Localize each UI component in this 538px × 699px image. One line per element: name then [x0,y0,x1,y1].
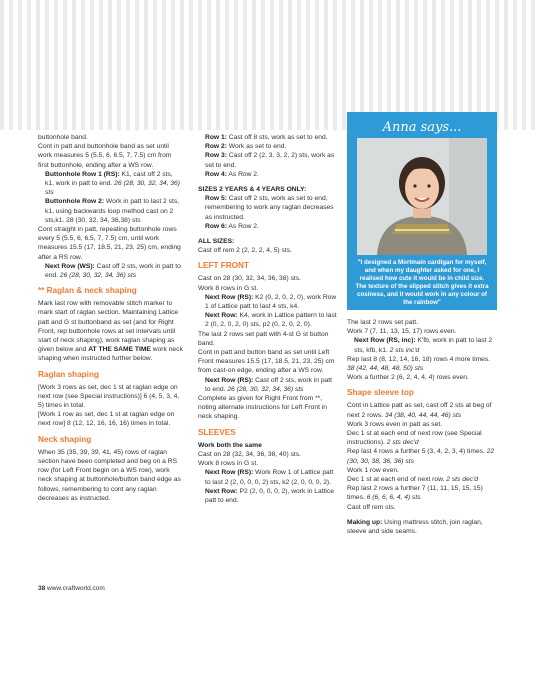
portrait-illustration [357,138,487,255]
column-2 [198,133,338,505]
paragraph: Cast on 28 (32, 34, 36, 38, 40) sts. [198,450,301,458]
paragraph: When 35 (35, 39, 39, 41, 45) rows of raglan section have been completed and beg on a RS row (for Left Front begin on a WS row), work neck shaping at buttonhole/button band edge as follows, remembering to cont any raglan decreases as instructed. [38,448,181,502]
instruction-row: Row 5: Cast off 2 sts, work as set to end, remembering to work any raglan decreases as instructed. [205,195,334,221]
paragraph: Work 8 rows in G st. [198,284,259,292]
paragraph: Work 3 rows even in patt as set. [347,420,443,428]
paragraph: Complete as given for Right Front from **, noting alternate instructions for Left Front in neck shaping. [198,395,327,421]
paragraph: The last 2 rows set patt. [347,319,418,326]
instruction-row: Next Row (RS): K2 (0, 2, 0, 2, 0), work Row 1 of Lattice patt to last 4 sts, k4. [205,293,337,311]
paragraph: Cast off rem sts. [347,503,396,511]
paragraph: The last 2 rows set patt with 4-st G st button band. [198,330,329,347]
instruction-row: Row 4: As Row 2. [205,170,259,178]
paragraph: Cont in patt and buttonhole band as set until work measures 5 (5.5, 6, 6.5, 7, 7.5) cm from first buttonhole, ending after a WS row. [38,143,172,169]
instruction-row: Next Row: K4, work in Lattice pattern to last 2 (0, 2, 0, 2, 0) sts, p2 (0, 2, 0, 2, 0). [205,312,337,329]
instruction-row: Next Row (WS): Cast off 2 sts, work in patt to end. 26 (28, 30, 32, 34, 36) sts [45,262,181,280]
column-3 [347,318,497,536]
paragraph: buttonhole band. [38,134,88,141]
size-heading: SIZES 2 YEARS & 4 YEARS ONLY: [198,186,307,194]
footer-url[interactable]: www.craftworld.com [47,585,105,592]
section-heading: SLEEVES [198,427,236,437]
paragraph: [Work 3 rows as set, dec 1 st at raglan edge on next row (see Special instructions)] 6 (4, 5, 3, 4, 5) times in total. [38,383,180,410]
paragraph: Cast on 28 (30, 32, 34, 36, 38) sts. [198,275,301,283]
paragraph: Work 8 rows in G st. [198,460,259,468]
page-number: 38 [38,585,46,592]
paragraph: Rep last 8 (8, 12, 14, 16, 18) rows 4 more times. 38 (42, 44, 48, 48, 50) sts [347,355,491,373]
paragraph: Cont straight in patt, repeating buttonhole rows every 5 (5.5, 6, 6.5, 7, 7.5) cm, until work measures 15.5 (17, 18.5, 21, 23, 25) cm, ending after a RS row. [38,226,181,261]
instruction-row: Next Row (RS): Work Row 1 of Lattice patt to last 2 (2, 0, 0, 0, 2) sts, k2 (2, 0, 0, 0, 2). [205,469,334,486]
paragraph: Making up: Using mattress stitch, join raglan, sleeve and side seams. [347,518,483,536]
paragraph: Dec 1 st at each end of next row. 2 sts dec'd [347,476,479,484]
paragraph: Dec 1 st at each end of next row (see Special instructions). 2 sts dec'd [347,430,482,447]
paragraph: Cont in Lattice patt as set, cast off 2 sts at beg of next 2 rows. 34 (38, 40, 44, 44, 46) sts [347,402,492,419]
instruction-row: Buttonhole Row 1 (RS): K1, cast off 2 sts, k1, work in patt to end. 26 (28, 30, 32, 34, 36) sts [45,170,180,197]
paragraph: Work 1 row even. [347,466,399,474]
section-heading: Raglan shaping [38,369,99,379]
instruction-row: Row 1: Cast off 8 sts, work as set to end. [205,134,328,141]
section-heading: Neck shaping [38,434,92,444]
paragraph: Mark last row with removable stitch marker to mark start of raglan section. Maintaining Lattice patt and G st buttonband as set (and for Right Front, rep buttonhole rows at set intervals until start of neck shaping), work raglan shaping as given below and AT THE SAME TIME work neck shaping when instructed further below. [38,300,183,363]
instruction-row: Buttonhole Row 2: Work in patt to last 2 sts, k1, using backwards loop method cast on 2 sts,k1. 28 (30, 32, 34, 36,38) sts [45,198,180,224]
paragraph: Rep last 4 rows a further 5 (3, 4, 2, 3, 4) times. 22 (30, 30, 38, 36, 36) sts [347,448,495,465]
portrait-photo [357,138,487,255]
instruction-row: Row 2: Work as set to end. [205,143,287,151]
striped-background [0,0,538,130]
paragraph: [Work 1 row as set, dec 1 st at raglan edge on next row] 8 (12, 12, 16, 16, 16) times in total. [38,411,175,428]
paragraph: Work a further 2 (6, 2, 4, 4, 4) rows even. [347,374,469,382]
instruction-row: Next Row (RS): Cast off 2 sts, work in patt to end. 26 (28, 30, 32, 34, 36) sts [205,376,332,393]
size-heading: ALL SIZES: [198,238,235,246]
instruction-row: Next Row (RS, inc): K'fb, work in patt to last 2 sts, kfb, k1. 2 sts inc'd [354,337,493,354]
box-title: Anna says... [382,120,462,135]
section-heading: LEFT FRONT [198,261,249,271]
paragraph: Work 7 (7, 11, 13, 15, 17) rows even. [347,328,457,336]
section-heading: ** Raglan & neck shaping [38,286,137,296]
paragraph: Rep last 2 rows a further 7 (11, 11, 15, 15, 15) times. 6 (6, 6, 6, 4, 4) sts [347,485,483,502]
sub-heading: Work both the same [198,441,262,449]
section-heading: Shape sleeve top [347,388,414,398]
instruction-row: Next Row: P2 (2, 0, 0, 0, 2), work in Lattice patt to end. [205,487,334,504]
instruction-row: Row 3: Cast off 2 (2, 3, 3, 2, 2) sts, work as set to end. [205,152,335,169]
paragraph: Cast off rem 2 (2, 2, 2, 4, 5) sts. [198,247,292,255]
quote-text: "I designed a Mortmain cardigan for myself, and when my daughter asked for one, I realised how cute it would be in child size. The texture of the slipped stitch gives it extra cosiness, and it would work in any colour of the rainbow" [355,259,489,306]
paragraph: Cont in patt and button band as set until Left Front measures 15.5 (17, 18.5, 21, 23, 25) cm from cast-on edge, ending after a WS row. [198,349,335,375]
page-footer [38,585,105,592]
anna-says-box [347,112,497,310]
column-1 [38,133,183,503]
instruction-row: Row 6: As Row 2. [205,222,259,230]
